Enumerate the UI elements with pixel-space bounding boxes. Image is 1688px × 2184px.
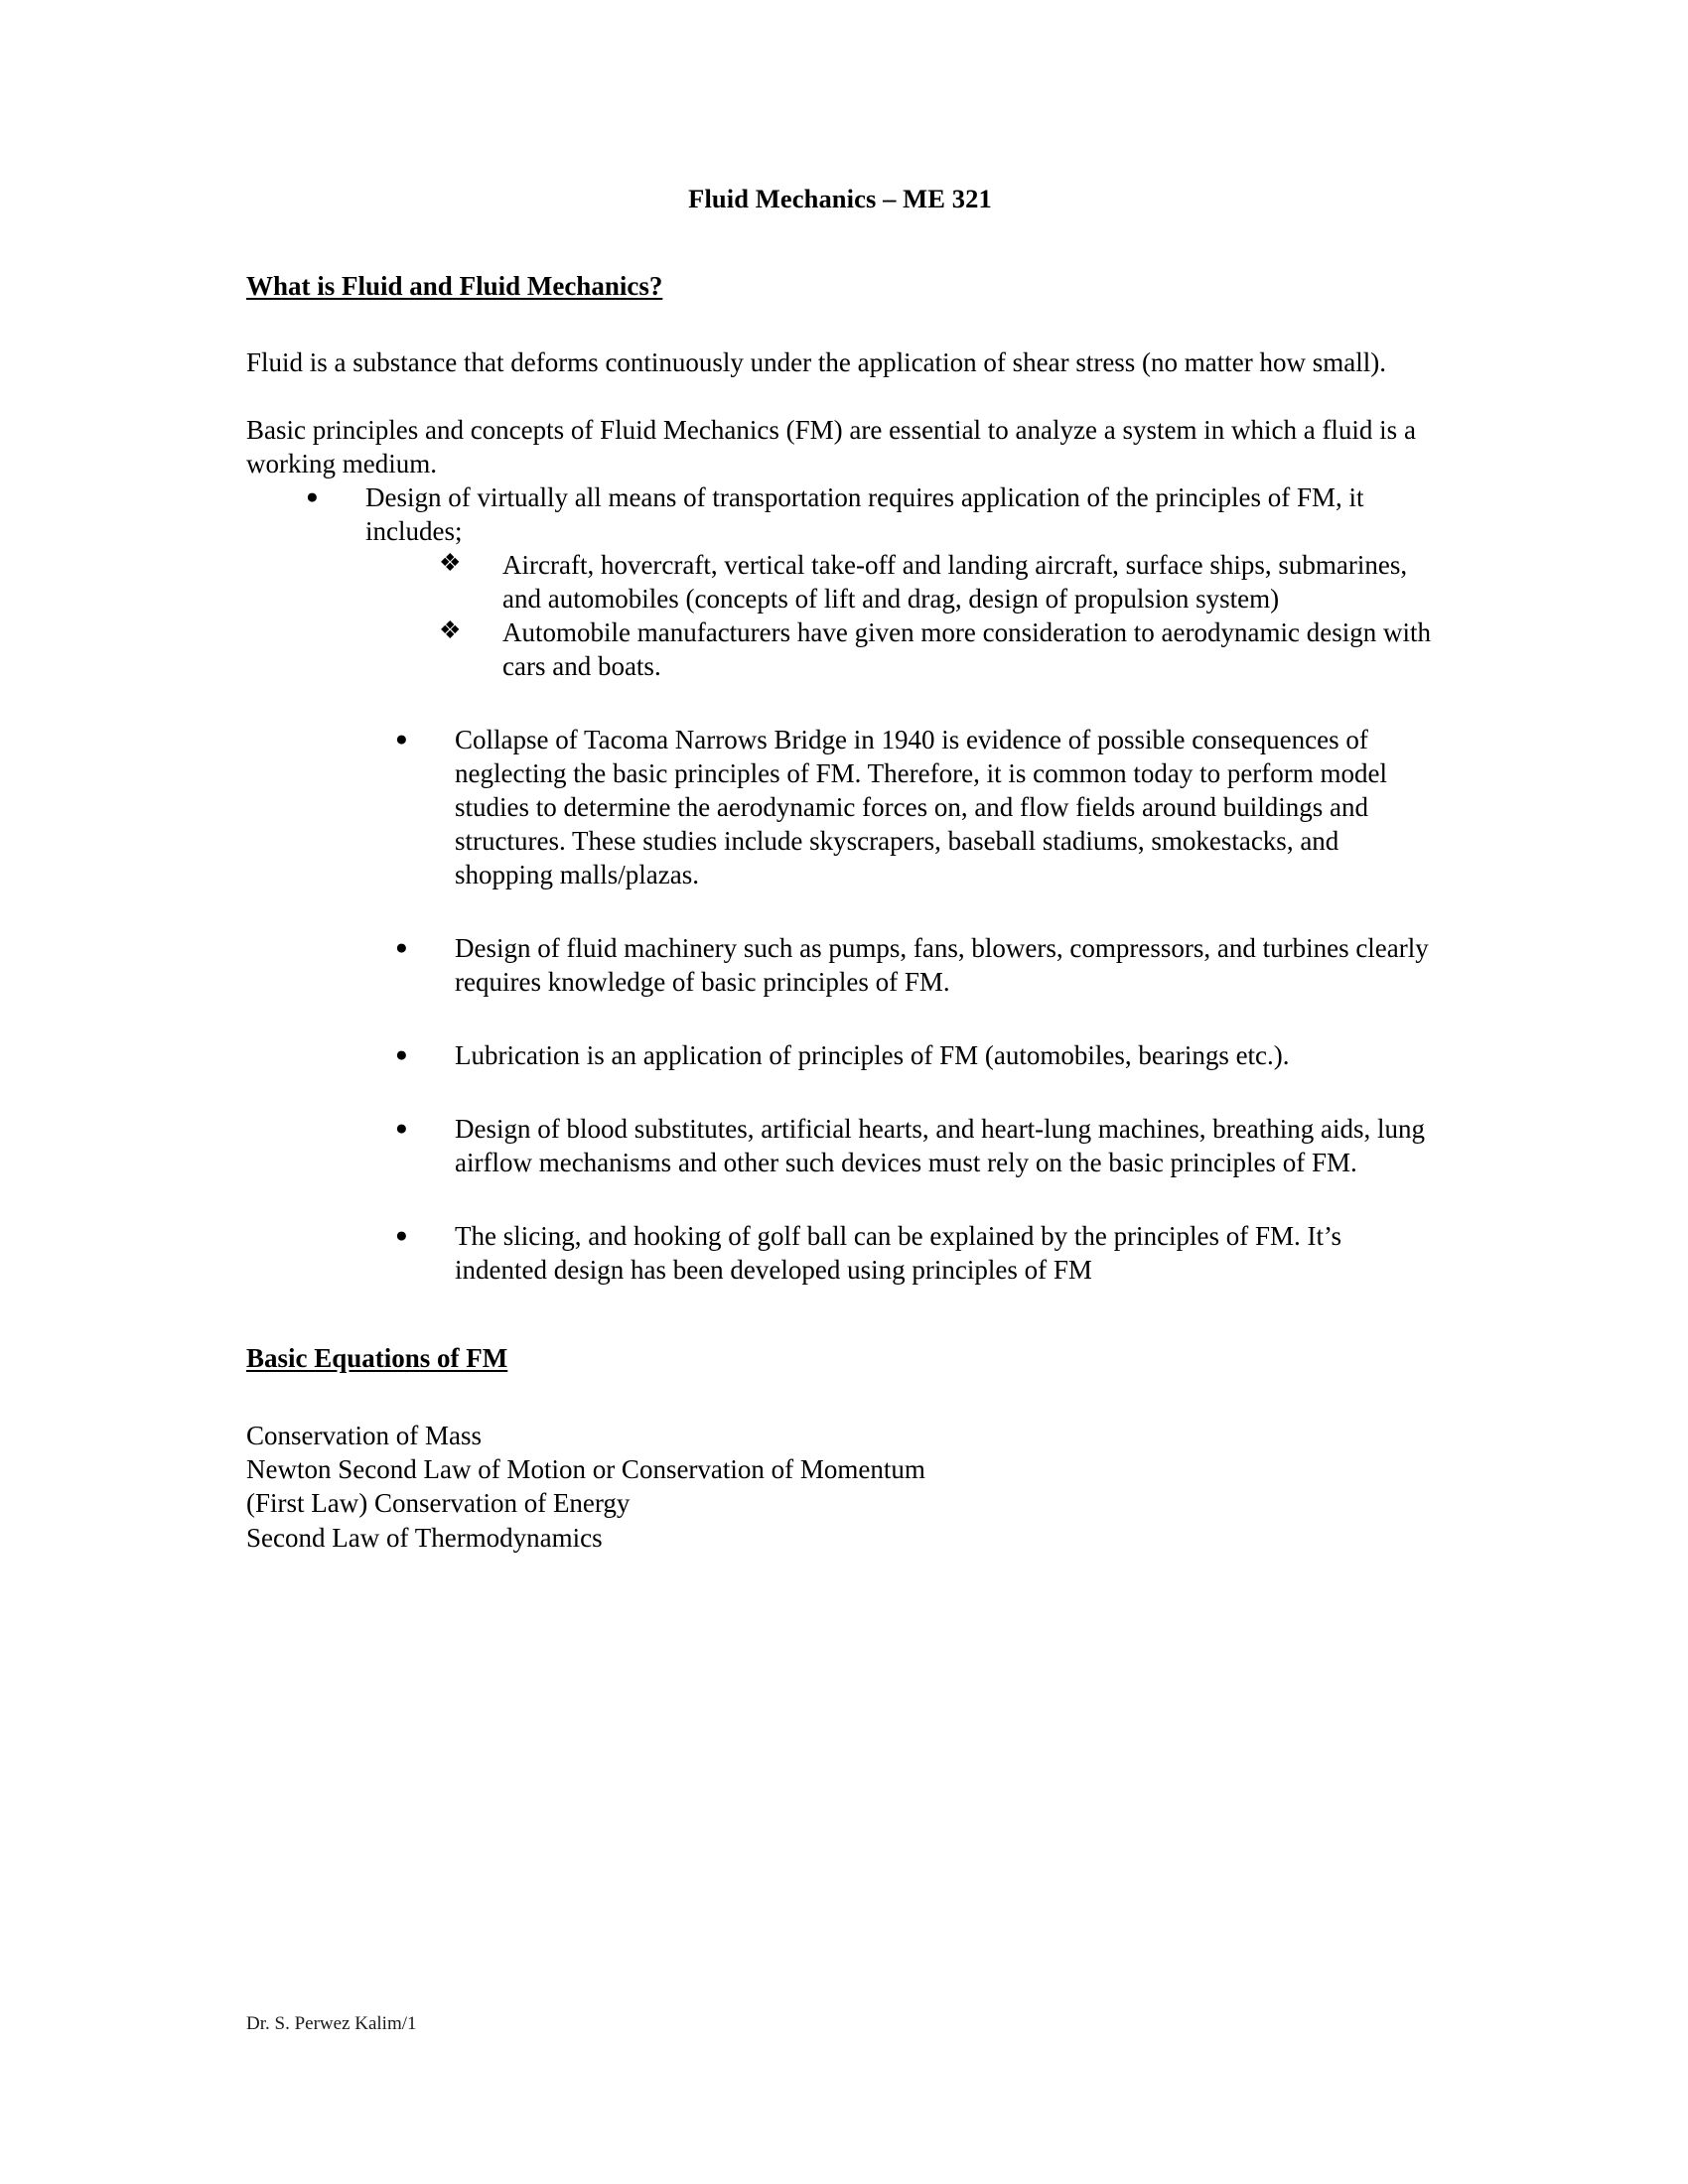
diamond-cluster-bullet-icon: ❖ (439, 617, 462, 645)
section-heading-what-is-fluid (246, 270, 1434, 302)
disc-bullet-icon: ● (395, 935, 408, 960)
disc-bullet-icon: ● (395, 1116, 408, 1141)
list-item-label: Collapse of Tacoma Narrows Bridge in 1940 is evidence of possible consequences of neglecting the basic principles of FM. Therefore, it is common today to perform model studies to determine the aerodynamic forces on, and flow fields around buildings and structures. These studies include skyscrapers, baseball stadiums, smokestacks, and shopping malls/plazas. (455, 725, 1388, 890)
list-item-label: Lubrication is an application of principles of FM (automobiles, bearings etc.). (455, 1040, 1290, 1071)
list-item (246, 931, 1434, 999)
spacer (246, 891, 1434, 931)
disc-bullet-icon: ● (395, 1042, 408, 1067)
paragraph-fluid-definition: Fluid is a substance that deforms continuously under the application of shear stress (no matter how small). (246, 347, 1387, 378)
section-heading-label: What is Fluid and Fluid Mechanics? (246, 270, 663, 301)
list-item-label: The slicing, and hooking of golf ball can be explained by the principles of FM. It’s indented design has been developed using principles of FM (455, 1221, 1342, 1286)
list-item (246, 1112, 1434, 1179)
disc-bullet-icon: ● (395, 1223, 408, 1248)
page-title: Fluid Mechanics – ME 321 (688, 184, 992, 213)
spacer (246, 1072, 1434, 1112)
spacer (246, 379, 1434, 413)
spacer (246, 683, 1434, 723)
spacer (246, 999, 1434, 1038)
list-item (246, 1038, 1434, 1072)
disc-bullet-icon: ● (306, 484, 319, 509)
equation-line: Conservation of Mass (246, 1420, 482, 1450)
document-body (246, 184, 1434, 1555)
page-footer: Dr. S. Perwez Kalim/1 (246, 2013, 417, 2034)
list-item (246, 548, 1434, 615)
list-item-label: Design of fluid machinery such as pumps, fans, blowers, compressors, and turbines clearly requires knowledge of basic principles of FM. (455, 933, 1429, 998)
spacer (246, 1179, 1434, 1219)
list-item (246, 615, 1434, 683)
list-item-label: Aircraft, hovercraft, vertical take-off and landing aircraft, surface ships, submarines, and automobiles (concepts of lift and drag, design of propulsion system) (502, 550, 1408, 614)
list-item-label: Design of blood substitutes, artificial hearts, and heart-lung machines, breathing aids, lung airflow mechanisms and other such devices must rely on the basic principles of FM. (455, 1114, 1426, 1178)
equation-line: Newton Second Law of Motion or Conservation of Momentum (246, 1454, 925, 1485)
paragraph-basic-principles: Basic principles and concepts of Fluid Mechanics (FM) are essential to analyze a system in which a fluid is a working medium. (246, 415, 1416, 479)
diamond-cluster-bullet-icon: ❖ (439, 550, 462, 578)
equation-line: Second Law of Thermodynamics (246, 1522, 603, 1553)
list-item-label: Automobile manufacturers have given more consideration to aerodynamic design with cars and boats. (502, 617, 1431, 682)
spacer (246, 1287, 1434, 1342)
equation-line: (First Law) Conservation of Energy (246, 1488, 631, 1519)
list-item-label: Design of virtually all means of transportation requires application of the principles of FM, it includes; (365, 482, 1364, 547)
section-heading-label: Basic Equations of FM (246, 1343, 508, 1374)
section-heading-basic-equations (246, 1342, 1434, 1374)
list-item (246, 480, 1434, 548)
list-item (246, 723, 1434, 891)
disc-bullet-icon: ● (395, 727, 408, 751)
spacer (246, 302, 1434, 345)
list-item (246, 1219, 1434, 1287)
spacer (246, 1375, 1434, 1419)
